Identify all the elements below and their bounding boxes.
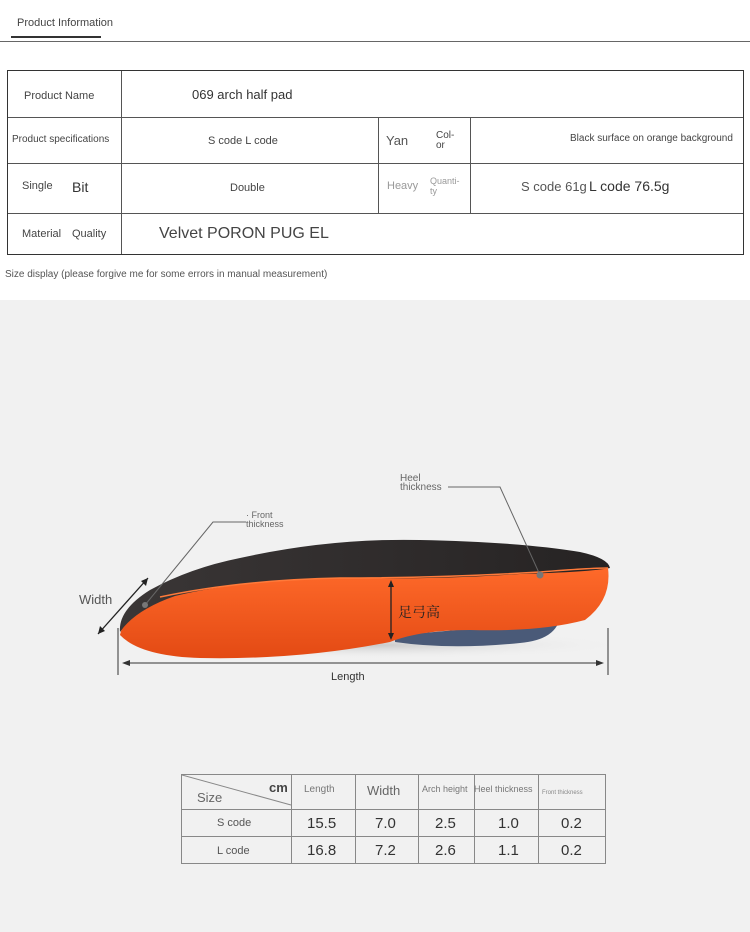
header-divider	[0, 41, 750, 42]
size-table-col-divider	[418, 775, 419, 863]
front-thickness-line-1: · Front	[246, 510, 273, 520]
color-label-c: or	[436, 140, 445, 151]
arch-height-label: 足弓高	[398, 604, 440, 620]
header-length: Length	[304, 784, 335, 795]
length-arrow-head-right	[596, 660, 604, 666]
column-divider	[121, 71, 122, 254]
s-heel-thickness: 1.0	[498, 815, 519, 832]
width-label: Width	[79, 592, 113, 607]
product-info-table	[7, 70, 744, 255]
size-table-col-divider	[355, 775, 356, 863]
header-heel-thickness: Heel thickness	[474, 784, 533, 794]
size-display-note: Size display (please forgive me for some errors in manual measurement)	[5, 269, 328, 280]
heel-thickness-label	[400, 474, 442, 492]
row-divider	[8, 163, 743, 164]
spec-value: S code L code	[208, 135, 278, 147]
size-corner-label: Size	[197, 790, 223, 805]
length-label: Length	[331, 671, 365, 683]
l-heel-thickness: 1.1	[498, 842, 519, 859]
front-marker	[142, 602, 148, 608]
weight-s-code: S code 61g	[521, 179, 587, 194]
material-label: Material	[22, 228, 62, 240]
unit-label: cm	[269, 780, 288, 795]
insole-diagram	[0, 300, 750, 932]
l-front-thickness: 0.2	[561, 842, 582, 859]
row-label-s-code: S code	[217, 817, 252, 829]
heel-thickness-line-1: Heel	[400, 473, 421, 484]
heel-thickness-line-2: thickness	[400, 482, 442, 493]
column-divider	[470, 117, 471, 213]
material-value: Velvet PORON PUG EL	[159, 225, 329, 242]
s-width: 7.0	[375, 815, 396, 832]
size-table	[181, 774, 606, 864]
header-width: Width	[367, 783, 401, 798]
product-name-value: 069 arch half pad	[192, 87, 293, 102]
row-label-l-code: L code	[217, 845, 250, 857]
length-arrow-head-left	[122, 660, 130, 666]
l-width: 7.2	[375, 842, 396, 859]
row-divider	[8, 117, 743, 118]
weight-l-code: L code 76.5g	[589, 178, 670, 194]
s-front-thickness: 0.2	[561, 815, 582, 832]
double-value: Double	[230, 182, 265, 194]
color-label-a: Yan	[386, 133, 409, 148]
l-arch-height: 2.6	[435, 842, 456, 859]
l-length: 16.8	[307, 842, 337, 859]
active-tab-indicator	[11, 36, 101, 38]
column-divider	[378, 117, 379, 213]
heavy-label: Heavy	[387, 180, 419, 192]
color-label-b: Col-	[436, 130, 455, 141]
quantity-label-a: Quanti-	[430, 176, 460, 186]
size-table-col-divider	[538, 775, 539, 863]
quantity-label-b: ty	[430, 186, 438, 196]
front-thickness-line-2: thickness	[246, 519, 284, 529]
quality-label: Quality	[72, 228, 107, 240]
bit-label: Bit	[72, 179, 89, 195]
single-label: Single	[22, 180, 53, 192]
spec-label: Product specifications	[12, 134, 110, 145]
heel-marker	[537, 572, 544, 579]
color-value: Black surface on orange background	[570, 133, 733, 144]
product-name-label: Product Name	[24, 90, 95, 102]
tab-product-information[interactable]: Product Information	[17, 17, 113, 29]
s-arch-height: 2.5	[435, 815, 456, 832]
header-arch-height: Arch height	[422, 784, 468, 794]
header-front-thickness: Front thickness	[542, 790, 583, 796]
size-table-row-divider	[182, 836, 605, 837]
s-length: 15.5	[307, 815, 337, 832]
row-divider	[8, 213, 743, 214]
front-thickness-label	[246, 511, 284, 529]
